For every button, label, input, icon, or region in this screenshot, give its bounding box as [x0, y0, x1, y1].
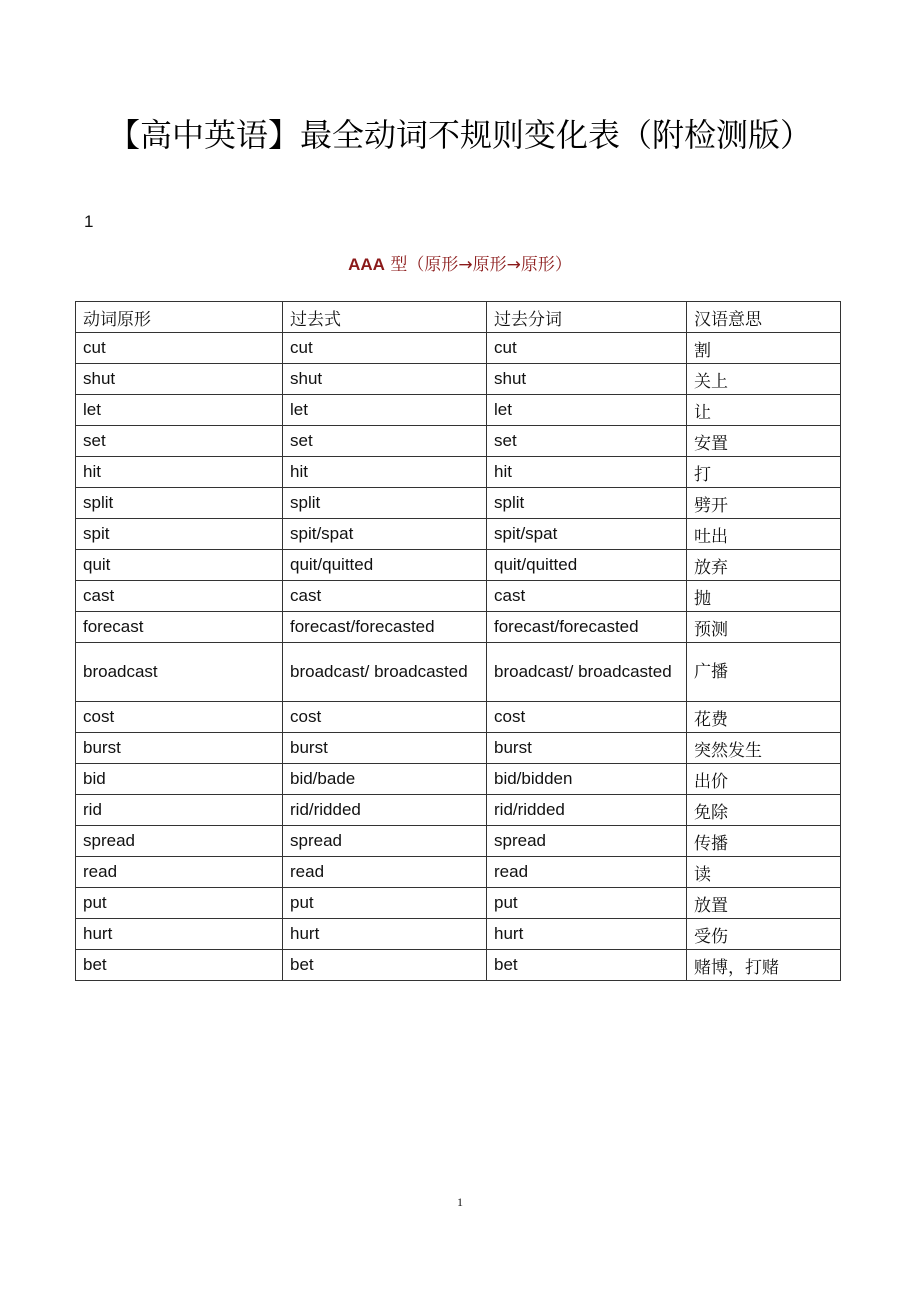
cell-past-participle: burst: [487, 733, 687, 764]
document-title: 【高中英语】最全动词不规则变化表（附检测版）: [107, 116, 812, 154]
cell-base-form: quit: [76, 550, 283, 581]
table-row: [76, 426, 841, 457]
cell-past-participle: cut: [487, 333, 687, 364]
cell-base-form: spread: [76, 826, 283, 857]
cell-past-tense: set: [283, 426, 487, 457]
cell-past-participle: bid/bidden: [487, 764, 687, 795]
section-number: 1: [84, 212, 94, 231]
cell-past-tense: rid/ridded: [283, 795, 487, 826]
table-row: [76, 364, 841, 395]
cell-chinese-meaning: 放弃: [687, 550, 841, 581]
cell-past-participle: quit/quitted: [487, 550, 687, 581]
section-heading-type: AAA: [348, 255, 385, 274]
cell-past-tense: spit/spat: [283, 519, 487, 550]
cell-chinese-meaning: 读: [687, 857, 841, 888]
cell-chinese-meaning: 安置: [687, 426, 841, 457]
page-number: 1: [457, 1195, 463, 1209]
cell-past-participle: split: [487, 488, 687, 519]
table-row: [76, 333, 841, 364]
table-row: [76, 919, 841, 950]
cell-past-tense: spread: [283, 826, 487, 857]
cell-base-form: spit: [76, 519, 283, 550]
section-heading-description: 型（原形→原形→原形）: [384, 255, 572, 275]
cell-chinese-meaning: 割: [687, 333, 841, 364]
cell-chinese-meaning: 关上: [687, 364, 841, 395]
header-past-tense: 过去式: [283, 302, 487, 333]
cell-base-form: hit: [76, 457, 283, 488]
table-row: [76, 643, 841, 702]
table-row: [76, 702, 841, 733]
cell-past-participle: bet: [487, 950, 687, 981]
cell-chinese-meaning: 出价: [687, 764, 841, 795]
cell-past-participle: cost: [487, 702, 687, 733]
cell-base-form: split: [76, 488, 283, 519]
table-row: [76, 857, 841, 888]
cell-base-form: cast: [76, 581, 283, 612]
cell-past-participle: spread: [487, 826, 687, 857]
irregular-verb-table: [75, 301, 841, 981]
cell-chinese-meaning: 让: [687, 395, 841, 426]
cell-past-tense: cast: [283, 581, 487, 612]
header-past-participle: 过去分词: [487, 302, 687, 333]
cell-past-tense: read: [283, 857, 487, 888]
table-header-row: [76, 302, 841, 333]
cell-past-tense: burst: [283, 733, 487, 764]
cell-chinese-meaning: 花费: [687, 702, 841, 733]
table-row: [76, 550, 841, 581]
table-row: [76, 581, 841, 612]
cell-chinese-meaning: 抛: [687, 581, 841, 612]
cell-past-tense: broadcast/ broadcasted: [283, 643, 487, 702]
cell-base-form: put: [76, 888, 283, 919]
table-row: [76, 395, 841, 426]
cell-base-form: set: [76, 426, 283, 457]
cell-past-tense: bet: [283, 950, 487, 981]
table-row: [76, 733, 841, 764]
cell-past-participle: read: [487, 857, 687, 888]
cell-base-form: burst: [76, 733, 283, 764]
section-heading: [0, 250, 920, 275]
cell-chinese-meaning: 预测: [687, 612, 841, 643]
table-row: [76, 795, 841, 826]
cell-past-participle: shut: [487, 364, 687, 395]
cell-past-participle: hurt: [487, 919, 687, 950]
cell-base-form: cost: [76, 702, 283, 733]
cell-base-form: bet: [76, 950, 283, 981]
cell-base-form: let: [76, 395, 283, 426]
cell-base-form: bid: [76, 764, 283, 795]
cell-base-form: hurt: [76, 919, 283, 950]
cell-past-tense: shut: [283, 364, 487, 395]
cell-past-participle: hit: [487, 457, 687, 488]
cell-base-form: cut: [76, 333, 283, 364]
cell-chinese-meaning: 吐出: [687, 519, 841, 550]
cell-past-participle: put: [487, 888, 687, 919]
cell-chinese-meaning: 放置: [687, 888, 841, 919]
cell-past-tense: let: [283, 395, 487, 426]
cell-chinese-meaning: 广播: [687, 643, 841, 702]
cell-past-tense: bid/bade: [283, 764, 487, 795]
cell-base-form: shut: [76, 364, 283, 395]
cell-past-tense: hurt: [283, 919, 487, 950]
cell-chinese-meaning: 受伤: [687, 919, 841, 950]
cell-past-tense: put: [283, 888, 487, 919]
cell-base-form: forecast: [76, 612, 283, 643]
cell-base-form: rid: [76, 795, 283, 826]
cell-chinese-meaning: 劈开: [687, 488, 841, 519]
cell-past-participle: set: [487, 426, 687, 457]
cell-past-participle: let: [487, 395, 687, 426]
cell-past-tense: cost: [283, 702, 487, 733]
cell-chinese-meaning: 突然发生: [687, 733, 841, 764]
cell-past-tense: cut: [283, 333, 487, 364]
table-row: [76, 488, 841, 519]
cell-past-tense: hit: [283, 457, 487, 488]
table-row: [76, 764, 841, 795]
header-base-form: 动词原形: [76, 302, 283, 333]
cell-base-form: read: [76, 857, 283, 888]
cell-chinese-meaning: 赌博，打赌: [687, 950, 841, 981]
cell-base-form: broadcast: [76, 643, 283, 702]
cell-past-participle: broadcast/ broadcasted: [487, 643, 687, 702]
cell-past-participle: forecast/forecasted: [487, 612, 687, 643]
cell-past-tense: quit/quitted: [283, 550, 487, 581]
table-row: [76, 888, 841, 919]
table-row: [76, 519, 841, 550]
cell-past-participle: spit/spat: [487, 519, 687, 550]
cell-chinese-meaning: 免除: [687, 795, 841, 826]
table-row: [76, 826, 841, 857]
table-row: [76, 612, 841, 643]
cell-chinese-meaning: 传播: [687, 826, 841, 857]
cell-past-participle: rid/ridded: [487, 795, 687, 826]
cell-chinese-meaning: 打: [687, 457, 841, 488]
table-row: [76, 950, 841, 981]
cell-past-tense: forecast/forecasted: [283, 612, 487, 643]
table-row: [76, 457, 841, 488]
cell-past-tense: split: [283, 488, 487, 519]
header-chinese-meaning: 汉语意思: [687, 302, 841, 333]
cell-past-participle: cast: [487, 581, 687, 612]
